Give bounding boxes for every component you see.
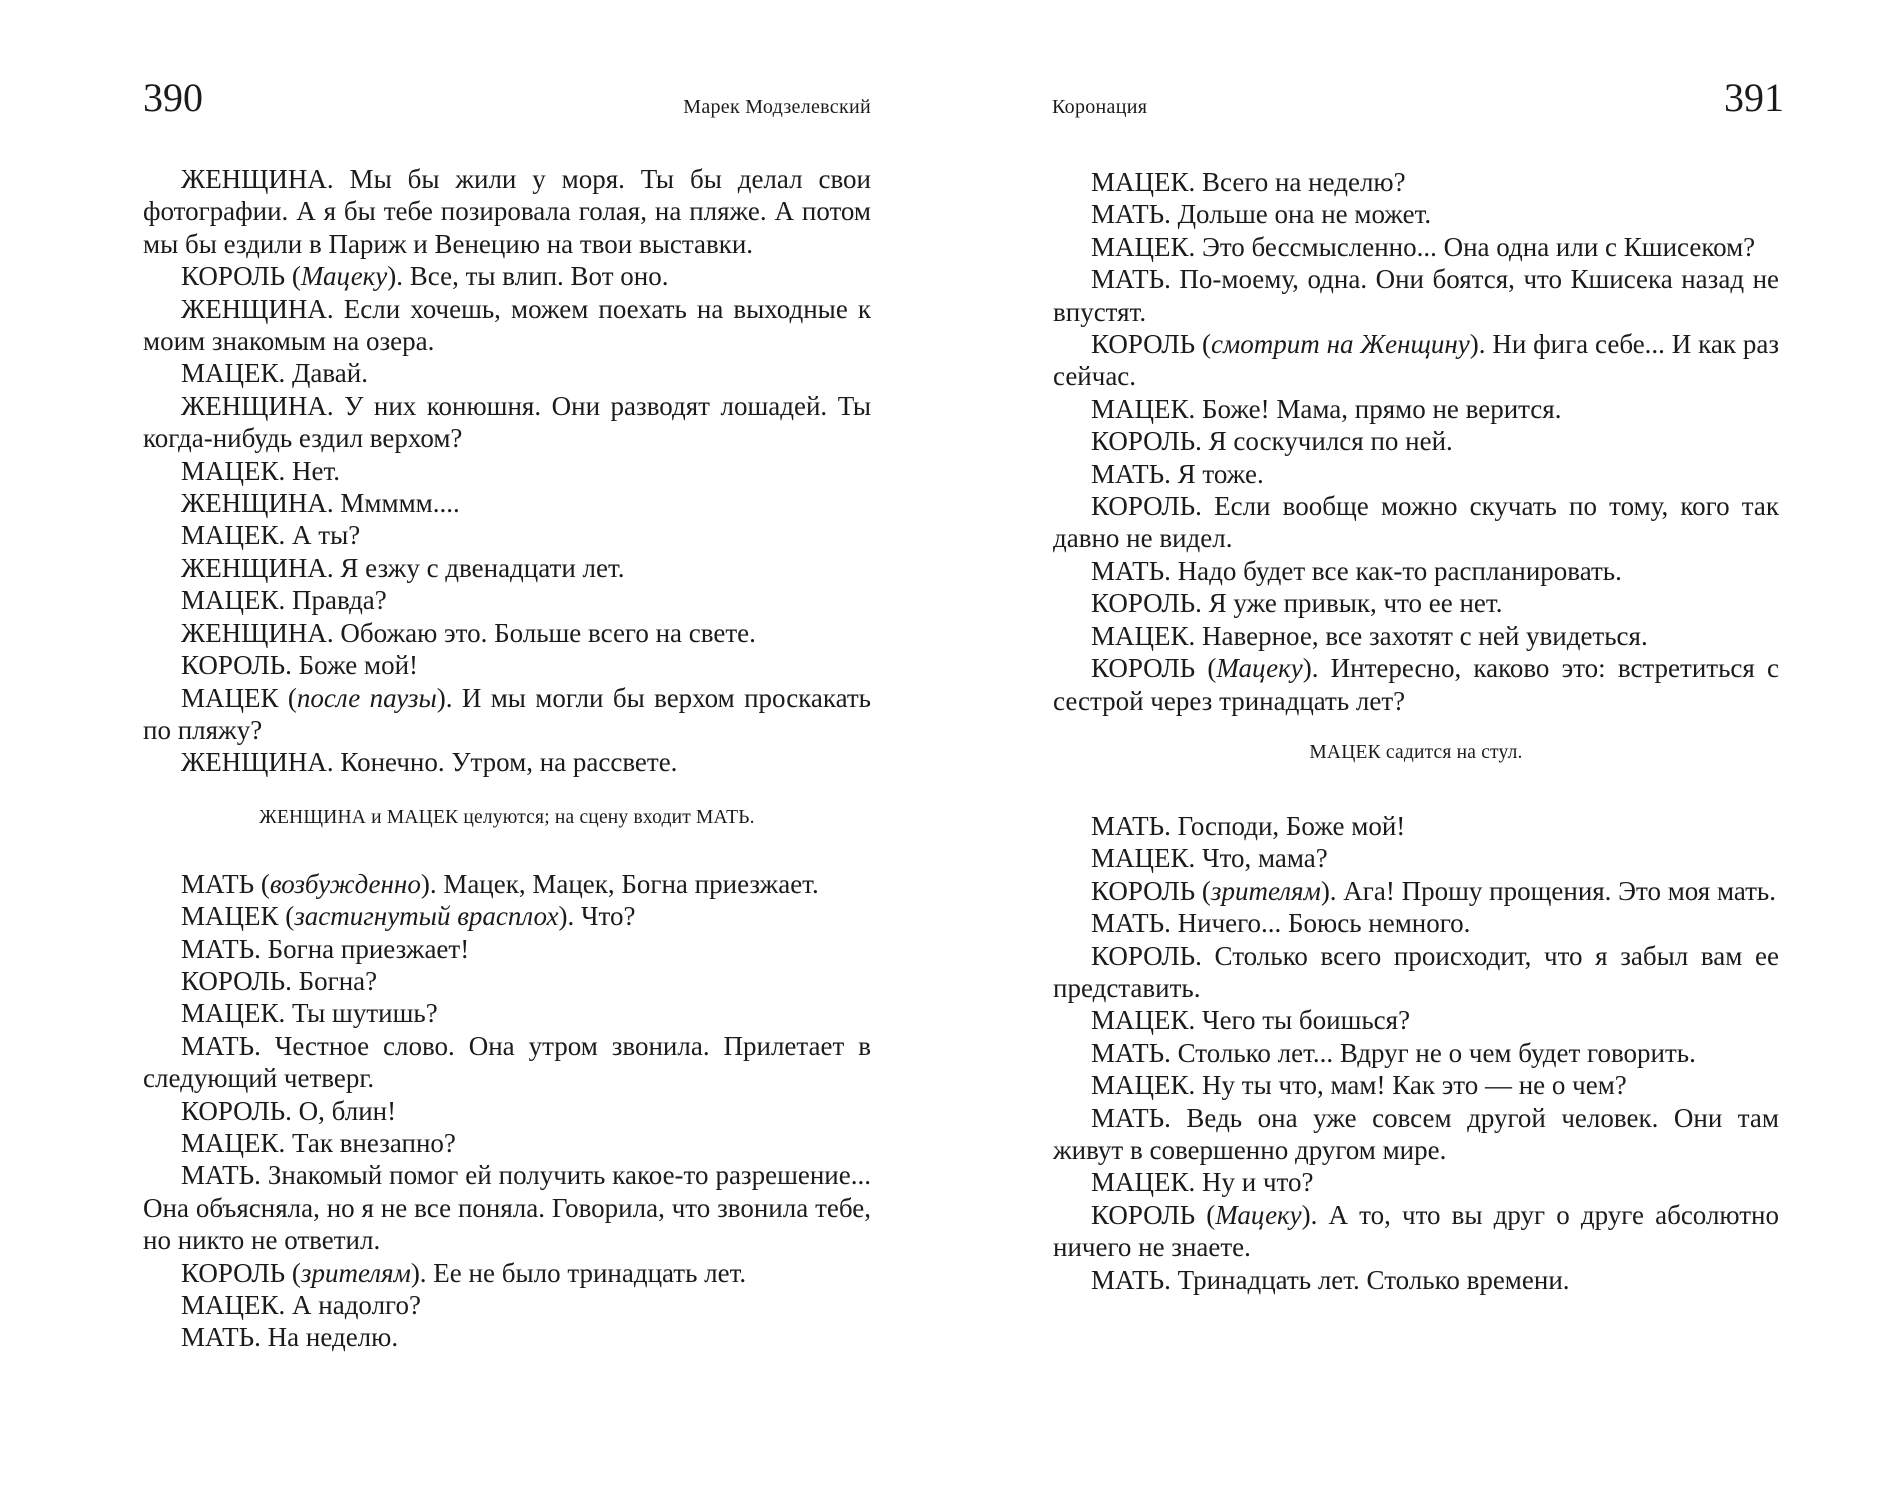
dialogue-line: КОРОЛЬ (зрителям). Ее не было тринадцать лет. — [181, 1257, 747, 1288]
dialogue-line: ЖЕНЩИНА. Ммммм.... — [181, 488, 460, 519]
dialogue-line: МАТЬ. По-моему, одна. Они боятся, что Кшисека назад не впустят. — [1053, 264, 1779, 327]
dialogue-line: МАТЬ. Я тоже. — [1091, 458, 1264, 489]
dialogue-line: МАЦЕК. Так внезапно? — [181, 1127, 456, 1158]
page-number: 391 — [1724, 75, 1784, 120]
dialogue-line: ЖЕНЩИНА. Мы бы жили у моря. Ты бы делал свои фотографии. А я бы тебе позировала голая, на пляже. А потом мы бы ездили в Париж и Венецию на твои выставки. — [143, 164, 871, 259]
dialogue-line: КОРОЛЬ. Боже мой! — [181, 650, 419, 681]
dialogue-line: МАТЬ. Надо будет все как-то распланировать. — [1091, 555, 1622, 586]
dialogue-line: МАТЬ. Столько лет... Вдруг не о чем будет говорить. — [1091, 1037, 1696, 1068]
dialogue-line: МАЦЕК. Наверное, все захотят с ней увидеться. — [1091, 620, 1648, 651]
dialogue-line: МАТЬ. Знакомый помог ей получить какое-то разрешение... Она объясняла, но я не все поняла. Говорила, что звонила тебе, но никто не ответил. — [143, 1160, 871, 1256]
running-head-author: Марек Модзелевский — [683, 96, 871, 118]
dialogue-line: КОРОЛЬ (Мацеку). Все, ты влип. Вот оно. — [181, 261, 669, 292]
page-number: 390 — [143, 75, 203, 120]
dialogue-line: МАЦЕК. Всего на неделю? — [1091, 167, 1406, 197]
stage-note: Мацеку — [1216, 653, 1303, 684]
dialogue-line: ЖЕНЩИНА. Конечно. Утром, на рассвете. — [181, 747, 678, 778]
dialogue-line: КОРОЛЬ. Если вообще можно скучать по тому, кого так давно не видел. — [1053, 491, 1779, 554]
stage-note: зрителям — [1210, 875, 1321, 906]
stage-note: зрителям — [300, 1257, 411, 1288]
dialogue-line: КОРОЛЬ. Столько всего происходит, что я забыл вам ее представить. — [1053, 940, 1779, 1003]
play-text — [1053, 166, 1779, 1296]
dialogue-line: ЖЕНЩИНА. Я езжу с двенадцати лет. — [181, 552, 625, 583]
dialogue-line: КОРОЛЬ. Я соскучился по ней. — [1091, 426, 1453, 457]
dialogue-line: МАТЬ. Тринадцать лет. Столько времени. — [1091, 1264, 1570, 1295]
stage-note: возбужденно — [269, 868, 421, 899]
dialogue-line: МАЦЕК. Правда? — [181, 585, 387, 616]
dialogue-line: МАЦЕК. Что, мама? — [1091, 843, 1328, 874]
dialogue-line: МАЦЕК. А ты? — [181, 520, 361, 551]
dialogue-line: МАЦЕК. А надолго? — [181, 1290, 421, 1320]
dialogue-line: КОРОЛЬ (зрителям). Ага! Прошу прощения. Это моя мать. — [1091, 875, 1776, 906]
dialogue-line: МАТЬ. Ведь она уже совсем другой человек. Они там живут в совершенно другом мире. — [1053, 1102, 1779, 1165]
stage-note: застигнутый врасплох — [294, 901, 559, 932]
dialogue-block-1 — [1053, 166, 1779, 717]
stage-direction: МАЦЕК садится на стул. — [1309, 741, 1523, 763]
stage-note: смотрит на Женщину — [1211, 329, 1470, 360]
dialogue-line: МАЦЕК. Это бессмысленно... Она одна или с Кшисеком? — [1091, 231, 1756, 262]
dialogue-line: МАТЬ. Честное слово. Она утром звонила. Прилетает в следующий четверг. — [143, 1030, 871, 1094]
dialogue-line: МАЦЕК (после паузы). И мы могли бы верхом проскакать по пляжу? — [143, 682, 871, 745]
dialogue-line: МАТЬ. На неделю. — [181, 1322, 399, 1353]
dialogue-block-2 — [143, 868, 871, 1354]
dialogue-line: КОРОЛЬ (смотрит на Женщину). Ни фига себе... И как раз сейчас. — [1053, 329, 1779, 392]
play-text — [143, 163, 871, 1354]
stage-note: Мацеку — [1215, 1199, 1302, 1230]
dialogue-line: МАЦЕК (застигнутый врасплох). Что? — [181, 901, 636, 932]
dialogue-line: КОРОЛЬ (Мацеку). Интересно, каково это: встретиться с сестрой через тринадцать лет? — [1053, 653, 1779, 716]
stage-note: Мацеку — [300, 261, 388, 292]
dialogue-block-1 — [143, 163, 871, 779]
dialogue-line: КОРОЛЬ (Мацеку). А то, что вы друг о друге абсолютно ничего не знаете. — [1053, 1199, 1779, 1263]
dialogue-line: КОРОЛЬ. Я уже привык, что ее нет. — [1091, 588, 1503, 619]
dialogue-line: ЖЕНЩИНА. У них конюшня. Они разводят лошадей. Ты когда-нибудь ездил верхом? — [143, 390, 871, 454]
dialogue-line: МАТЬ. Богна приезжает! — [181, 933, 470, 964]
stage-note: после паузы — [296, 682, 437, 713]
dialogue-line: ЖЕНЩИНА. Если хочешь, можем поехать на выходные к моим знакомым на озера. — [143, 293, 871, 357]
dialogue-line: ЖЕНЩИНА. Обожаю это. Больше всего на свете. — [181, 617, 756, 648]
running-head-title: Коронация — [1052, 96, 1148, 118]
stage-direction: ЖЕНЩИНА и МАЦЕК целуются; на сцену входит МАТЬ. — [259, 806, 755, 828]
dialogue-line: КОРОЛЬ. О, блин! — [181, 1095, 397, 1126]
dialogue-line: КОРОЛЬ. Богна? — [181, 965, 378, 996]
dialogue-line: МАТЬ. Господи, Боже мой! — [1091, 810, 1406, 841]
dialogue-line: МАТЬ (возбужденно). Мацек, Мацек, Богна приезжает. — [181, 868, 819, 899]
dialogue-line: МАЦЕК. Нет. — [181, 455, 341, 486]
dialogue-line: МАЦЕК. Ну ты что, мам! Как это — не о чем? — [1091, 1070, 1627, 1101]
dialogue-line: МАТЬ. Дольше она не может. — [1091, 199, 1432, 230]
dialogue-line: МАЦЕК. Давай. — [181, 358, 368, 389]
dialogue-block-2 — [1053, 810, 1779, 1296]
dialogue-line: МАТЬ. Ничего... Боюсь немного. — [1091, 908, 1471, 939]
dialogue-line: МАЦЕК. Боже! Мама, прямо не верится. — [1091, 393, 1562, 424]
dialogue-line: МАЦЕК. Чего ты боишься? — [1091, 1005, 1411, 1036]
dialogue-line: МАЦЕК. Ну и что? — [1091, 1167, 1314, 1198]
right-page — [951, 0, 1902, 1510]
dialogue-line: МАЦЕК. Ты шутишь? — [181, 998, 438, 1029]
